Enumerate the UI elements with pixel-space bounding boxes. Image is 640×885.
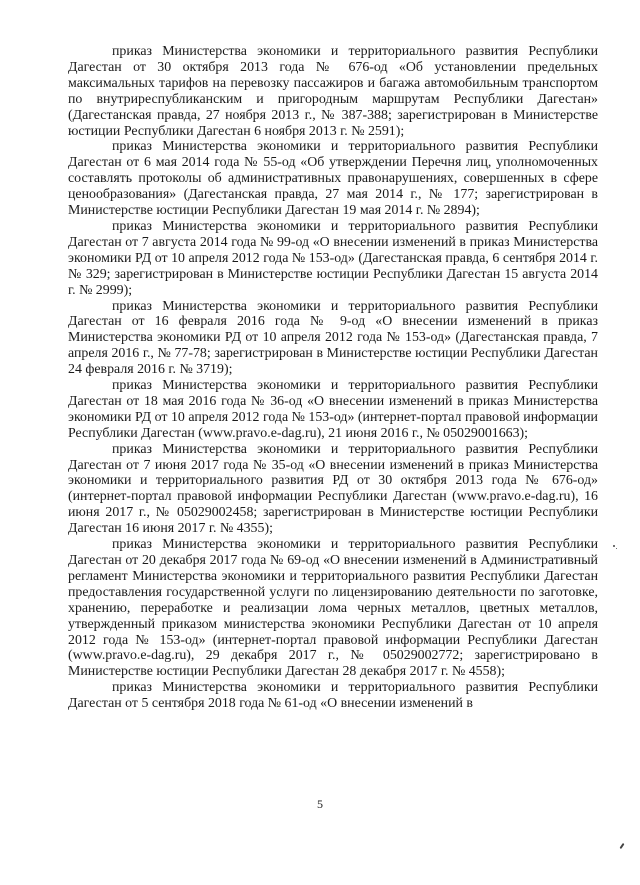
paragraph-order-69-od: приказ Министерства экономики и территориального развития Республики Дагестан от 20 декабря 2017 года № 69-од «О внесении изменений в Административный регламент Министерства экономики и территориального развития Республики Дагестан предоставления государственной услуги по лицензированию деятельности по заготовке, хранению, переработке и реализации лома черных металлов, цветных металлов, утвержденный приказом министерства экономики Республики Дагестан от 10 апреля 2012 года № 153-од» (интернет-портал правовой информации Республики Дагестан (www.pravo.e-dag.ru), 29 декабря 2017 г., № 05029002772; зарегистрировано в Министерстве юстиции Республики Дагестан 28 декабря 2017 г. № 4558); bbox=[68, 537, 598, 680]
paragraph-order-36-od: приказ Министерства экономики и территориального развития Республики Дагестан от 18 мая 2016 года № 36-од «О внесении изменений в приказ Министерства экономики РД от 10 апреля 2012 года № 153-од» (интернет-портал правовой информации Республики Дагестан (www.pravo.e-dag.ru), 21 июня 2016 г., № 05029001663); bbox=[68, 378, 598, 441]
scan-speck bbox=[613, 545, 615, 547]
scan-speck bbox=[619, 843, 624, 849]
scan-speck bbox=[616, 548, 617, 549]
paragraph-order-676-od: приказ Министерства экономики и территориального развития Республики Дагестан от 30 октября 2013 года № 676-од «Об установлении предельных максимальных тарифов на перевозку пассажиров и багажа автомобильным транспортом по внутриреспубликанским и пригородным маршрутам Республики Дагестан» (Дагестанская правда, 27 ноября 2013 г., № 387-388; зарегистрирован в Министерстве юстиции Республики Дагестан 6 ноября 2013 г. № 2591); bbox=[68, 44, 598, 139]
paragraph-order-61-od: приказ Министерства экономики и территориального развития Республики Дагестан от 5 сентября 2018 года № 61-од «О внесении изменений в bbox=[68, 680, 598, 712]
paragraph-order-9-od: приказ Министерства экономики и территориального развития Республики Дагестан от 16 февраля 2016 года № 9-од «О внесении изменений в приказ Министерства экономики РД от 10 апреля 2012 года № 153-од» (Дагестанская правда, 7 апреля 2016 г., № 77-78; зарегистрирован в Министерстве юстиции Республики Дагестан 24 февраля 2016 г. № 3719); bbox=[68, 298, 598, 378]
document-body bbox=[68, 44, 598, 712]
page-number: 5 bbox=[317, 797, 323, 811]
paragraph-order-35-od: приказ Министерства экономики и территориального развития Республики Дагестан от 7 июня 2017 года № 35-од «О внесении изменений в приказ Министерства экономики и территориального развития РД от 30 октября 2013 года № 676-од» (интернет-портал правовой информации Республики Дагестан (www.pravo.e-dag.ru), 16 июня 2017 г., № 05029002458; зарегистрирован в Министерстве юстиции Республики Дагестан 16 июня 2017 г. № 4355); bbox=[68, 441, 598, 537]
paragraph-order-55-od: приказ Министерства экономики и территориального развития Республики Дагестан от 6 мая 2014 года № 55-од «Об утверждении Перечня лиц, уполномоченных составлять протоколы об административных правонарушениях, совершенных в сфере ценообразования» (Дагестанская правда, 27 мая 2014 г., № 177; зарегистрирован в Министерстве юстиции Республики Дагестан 19 мая 2014 г. № 2894); bbox=[68, 139, 598, 219]
paragraph-order-99-od: приказ Министерства экономики и территориального развития Республики Дагестан от 7 августа 2014 года № 99-од «О внесении изменений в приказ Министерства экономики РД от 10 апреля 2012 года № 153-од» (Дагестанская правда, 6 сентября 2014 г. № 329; зарегистрирован в Министерстве юстиции Республики Дагестан 15 августа 2014 г. № 2999); bbox=[68, 218, 598, 298]
